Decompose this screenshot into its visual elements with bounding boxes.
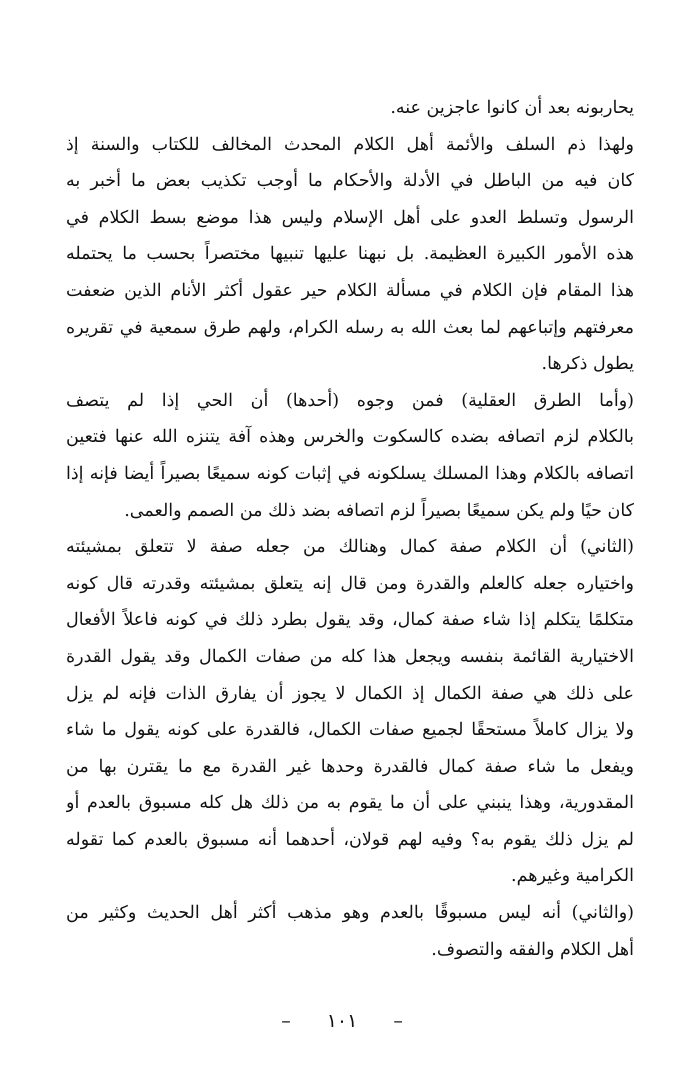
text-line: (والثاني) أنه ليس مسبوقًا بالعدم وهو مذهب أكثر أهل الحديث وكثير من bbox=[66, 903, 634, 924]
text-line: (وأما الطرق العقلية) فمن وجوه (أحدها) أن الحي إذا لم يتصف bbox=[66, 390, 634, 411]
page-number-dash-right: – bbox=[393, 1010, 403, 1032]
page-number-dash-left: – bbox=[281, 1010, 291, 1032]
text-line: ويفعل ما شاء صفة كمال فالقدرة وحدها غير القدرة مع ما يقترن بها من bbox=[66, 756, 634, 777]
text-line: ولهذا ذم السلف والأئمة أهل الكلام المحدث المخالف للكتاب والسنة إذ bbox=[66, 134, 634, 155]
text-line: على ذلك هي صفة الكمال إذ الكمال لا يجوز أن يفارق الذات فإنه لم يزل bbox=[66, 683, 634, 704]
text-line: ولا يزال كاملاً مستحقًا لجميع صفات الكمال، فالقدرة على كونه يقول ما شاء bbox=[66, 720, 634, 741]
text-line: الرسول وتسلط العدو على أهل الإسلام وليس هذا موضع بسط الكلام في bbox=[66, 207, 634, 228]
page-number: ١٠١ bbox=[326, 1010, 358, 1032]
text-line: يحاربونه بعد أن كانوا عاجزين عنه. bbox=[390, 98, 634, 118]
text-line: الكرامية وغيرهم. bbox=[511, 866, 634, 887]
page-number-footer bbox=[0, 1010, 684, 1032]
text-line: هذه الأمور الكبيرة العظيمة. بل نبهنا عليها تنبيها مختصراً بحسب ما يحتمله bbox=[66, 244, 634, 265]
text-line: المقدورية، وهذا ينبني على أن ما يقوم به من ذلك هل كله مسبوق بالعدم أو bbox=[66, 793, 634, 814]
text-line: هذا المقام فإن الكلام في مسألة الكلام حير عقول أكثر الأنام الذين ضعفت bbox=[66, 280, 634, 301]
text-line: متكلمًا يتكلم إذا شاء صفة كمال، وقد يقول بطرد ذلك في كونه فاعلاً الأفعال bbox=[66, 610, 634, 631]
text-line: اتصافه بالكلام وهذا المسلك يسلكونه في إثبات كونه سميعًا بصيراً أيضا فإنه إذا bbox=[66, 463, 634, 484]
text-line: معرفتهم وإتباعهم لما بعث الله به رسله الكرام، ولهم طرق سمعية في تقريره bbox=[66, 317, 634, 338]
text-line: كان فيه من الباطل في الأدلة والأحكام ما أوجب تكذيب بعض ما أخبر به bbox=[66, 171, 634, 192]
page-body bbox=[66, 90, 634, 968]
text-line: الاختيارية القائمة بنفسه ويجعل هذا كله من صفات الكمال وقد يقول القدرة bbox=[66, 646, 634, 667]
text-line: يطول ذكرها. bbox=[541, 354, 634, 375]
text-line: (الثاني) أن الكلام صفة كمال وهنالك من جعله صفة لا تتعلق بمشيئته bbox=[66, 537, 634, 558]
text-line: أهل الكلام والفقه والتصوف. bbox=[431, 939, 634, 960]
text-line: لم يزل ذلك يقوم به؟ وفيه لهم قولان، أحدهما أنه مسبوق بالعدم كما تقوله bbox=[66, 829, 634, 850]
text-line: كان حيًا ولم يكن سميعًا بصيراً لزم اتصافه بضد ذلك من الصمم والعمى. bbox=[124, 500, 634, 521]
text-line: واختياره جعله كالعلم والقدرة ومن قال إنه يتعلق بمشيئته وقدرته قال كونه bbox=[66, 573, 634, 594]
text-line: بالكلام لزم اتصافه بضده كالسكوت والخرس وهذه آفة يتنزه الله عنها فتعين bbox=[66, 427, 634, 448]
